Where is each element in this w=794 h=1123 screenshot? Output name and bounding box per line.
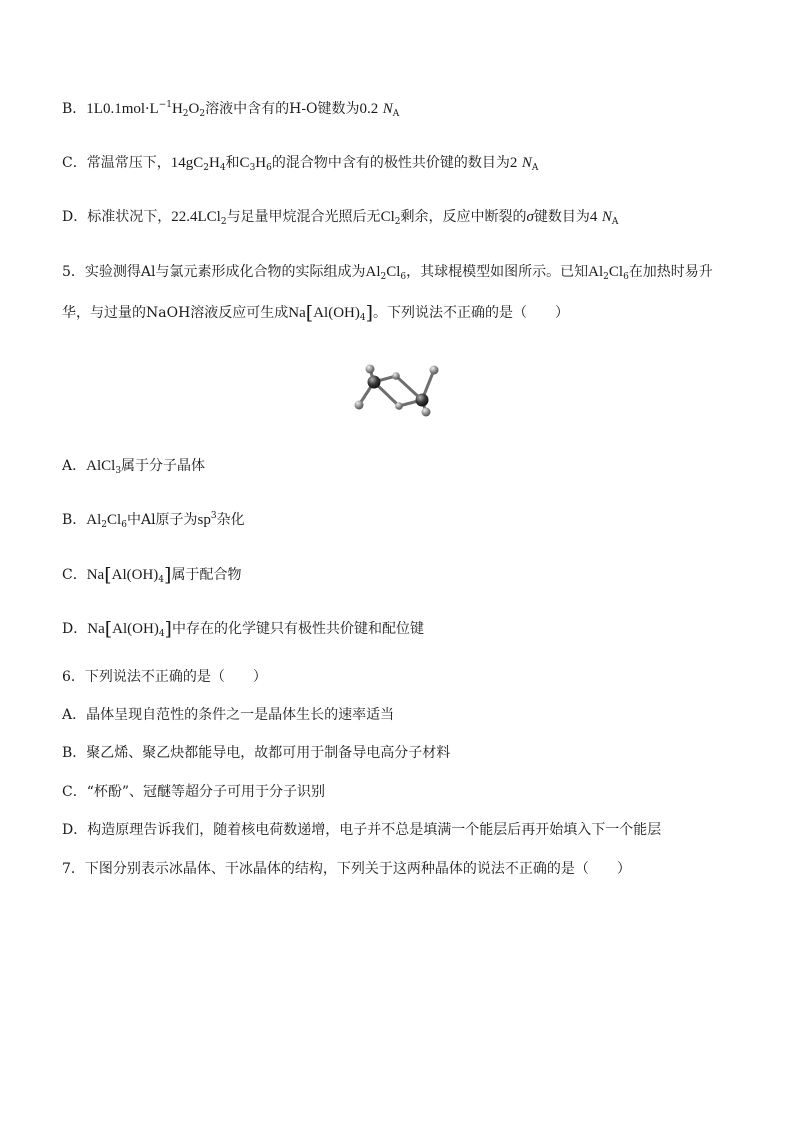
q6-option-c: C．“杯酚”、冠醚等超分子可用于分子识别 bbox=[62, 784, 326, 800]
q6-stem: 6．下列说法不正确的是（ ） bbox=[62, 669, 267, 685]
q6-option-a: A．晶体呈现自范性的条件之一是晶体生长的速率适当 bbox=[62, 707, 395, 723]
q4-option-c: C．常温常压下，$14gC_2H_4$和$C_3H_6$的混合物中含有的极性共价键的数目为2 $N_A$ bbox=[62, 155, 539, 173]
q6-option-b: B．聚乙烯、聚乙炔都能导电，故都可用于制备导电高分子材料 bbox=[62, 745, 451, 761]
q4-option-b: B．$1L0.1mol\cdot L^{-1}H_2O_2$溶液中含有的H-O键数为0.2 $N_A$ bbox=[62, 100, 400, 119]
q4-option-d: D．标准状况下，22.4LCl$_2$与足量甲烷混合光照后无$Cl_2$剩余，反应中断裂的σ键数目为4 $N_A$ bbox=[62, 209, 619, 227]
chlorine-atom bbox=[430, 366, 439, 375]
chlorine-atom bbox=[355, 401, 364, 410]
q5-option-d: D．$Na[Al(OH)_4]$中存在的化学键只有极性共价键和配位键 bbox=[62, 618, 424, 640]
aluminum-atom bbox=[368, 376, 381, 389]
al2cl6-ball-stick-model bbox=[352, 360, 444, 418]
q5-stem-line-1: 5．实验测得Al与氯元素形成化合物的实际组成为$Al_2Cl_6$，其球棍模型如图所示。已知$Al_2Cl_6$在加热时易升 bbox=[62, 264, 713, 282]
chlorine-atom bbox=[366, 365, 375, 374]
q5-option-b: B．$Al_2Cl_6$中Al原子为$sp^3$杂化 bbox=[62, 511, 245, 530]
q5-option-a: A．AlCl$_3$属于分子晶体 bbox=[62, 458, 206, 476]
q5-stem-line-2: 华，与过量的NaOH溶液反应可生成$Na[Al(OH)_4]$。下列说法不正确的是（ ） bbox=[62, 302, 570, 324]
aluminum-atom bbox=[416, 394, 429, 407]
q6-option-d: D．构造原理告诉我们，随着核电荷数递增，电子并不总是填满一个能层后再开始填入下一个能层 bbox=[62, 822, 662, 838]
chlorine-atom bbox=[395, 402, 403, 410]
q5-option-c: C．$Na[Al(OH)_4]$属于配合物 bbox=[62, 564, 242, 586]
chlorine-atom bbox=[422, 408, 431, 417]
q7-stem: 7．下图分别表示冰晶体、干冰晶体的结构，下列关于这两种晶体的说法不正确的是（ ） bbox=[62, 861, 631, 877]
chlorine-atom bbox=[392, 372, 400, 380]
